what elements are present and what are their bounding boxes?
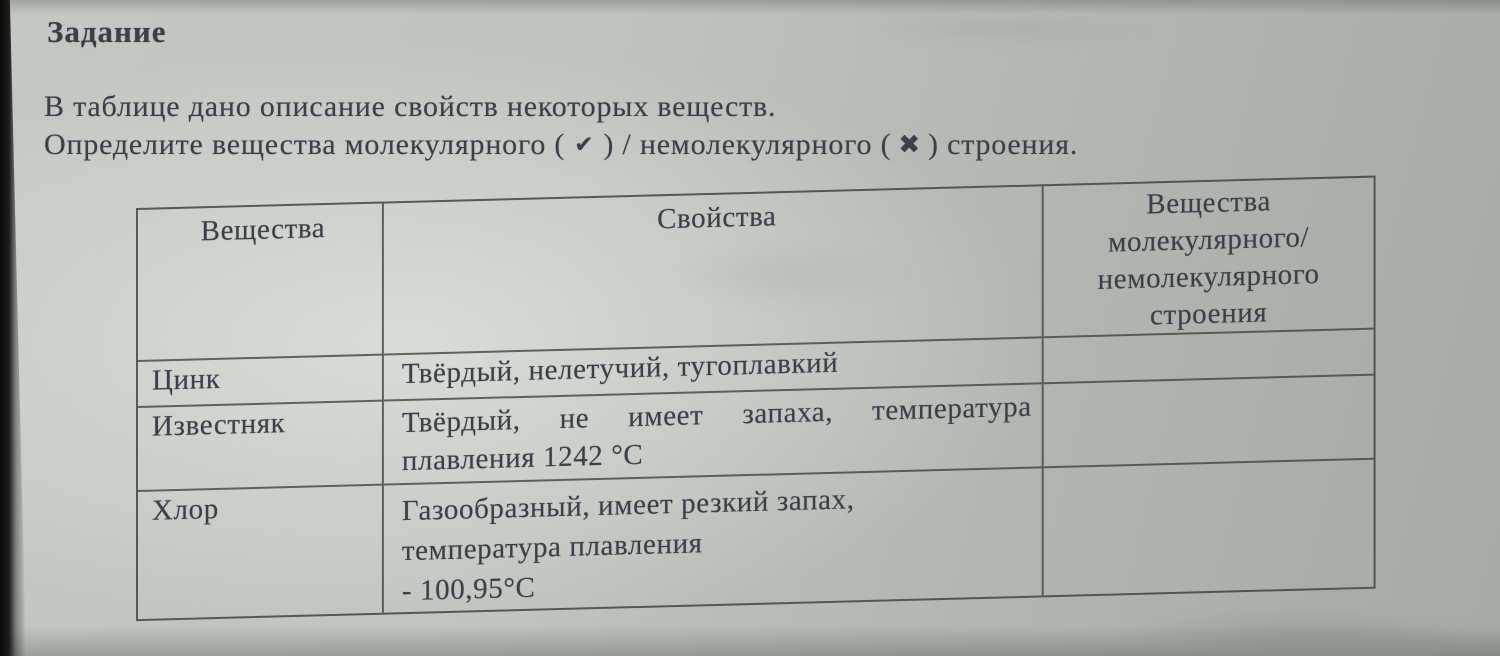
property-line: Твёрдый, нелетучий, тугоплавкий xyxy=(401,346,839,391)
col-header-properties: Свойства xyxy=(384,186,1044,353)
property-line: Твёрдый, не имеет запаха, температура xyxy=(401,390,1032,440)
cross-icon: ✖ xyxy=(898,130,921,160)
substance-cell: Хлор xyxy=(138,486,384,619)
property-line: Газообразный, имеет резкий запах, xyxy=(401,483,855,528)
intro-line-2 xyxy=(44,126,1078,166)
property-line: плавления 1242 °C xyxy=(401,438,644,478)
bleed-through-smudge xyxy=(840,12,1170,46)
photo-left-edge xyxy=(0,0,26,656)
answer-cell[interactable] xyxy=(1044,460,1374,596)
property-line: - 100,95°C xyxy=(401,571,536,608)
properties-cell xyxy=(384,468,1044,612)
col-header-structure-line: Вещества xyxy=(1146,185,1271,221)
intro-line-2-prefix: Определите вещества молекулярного ( xyxy=(44,128,566,161)
col-header-structure-line: молекулярного/ xyxy=(1108,221,1310,259)
substance-cell: Цинк xyxy=(138,356,384,406)
photo-bottom-shadow xyxy=(0,626,1500,656)
answer-cell[interactable] xyxy=(1044,376,1374,467)
substance-cell: Известняк xyxy=(138,402,384,490)
col-header-structure-line: немолекулярного xyxy=(1097,258,1320,296)
photo-top-shadow xyxy=(0,0,1500,14)
intro-line-2-suffix: ) строения. xyxy=(927,128,1079,161)
intro-line-1: В таблице дано описание свойств некоторых веществ. xyxy=(44,90,777,123)
property-line: температура плавления xyxy=(401,527,703,568)
answer-cell[interactable] xyxy=(1044,330,1374,383)
properties-cell xyxy=(384,384,1044,483)
task-heading: Задание xyxy=(47,14,167,49)
col-header-substances: Вещества xyxy=(138,204,384,360)
table-header-row xyxy=(138,178,1374,360)
properties-table xyxy=(136,176,1376,622)
col-header-structure-line: строения xyxy=(1149,296,1268,332)
task-intro xyxy=(44,88,1078,166)
intro-line-2-middle: ) / немолекулярного ( xyxy=(603,128,892,161)
col-header-structure xyxy=(1044,178,1374,337)
check-icon: ✔ xyxy=(574,132,595,158)
